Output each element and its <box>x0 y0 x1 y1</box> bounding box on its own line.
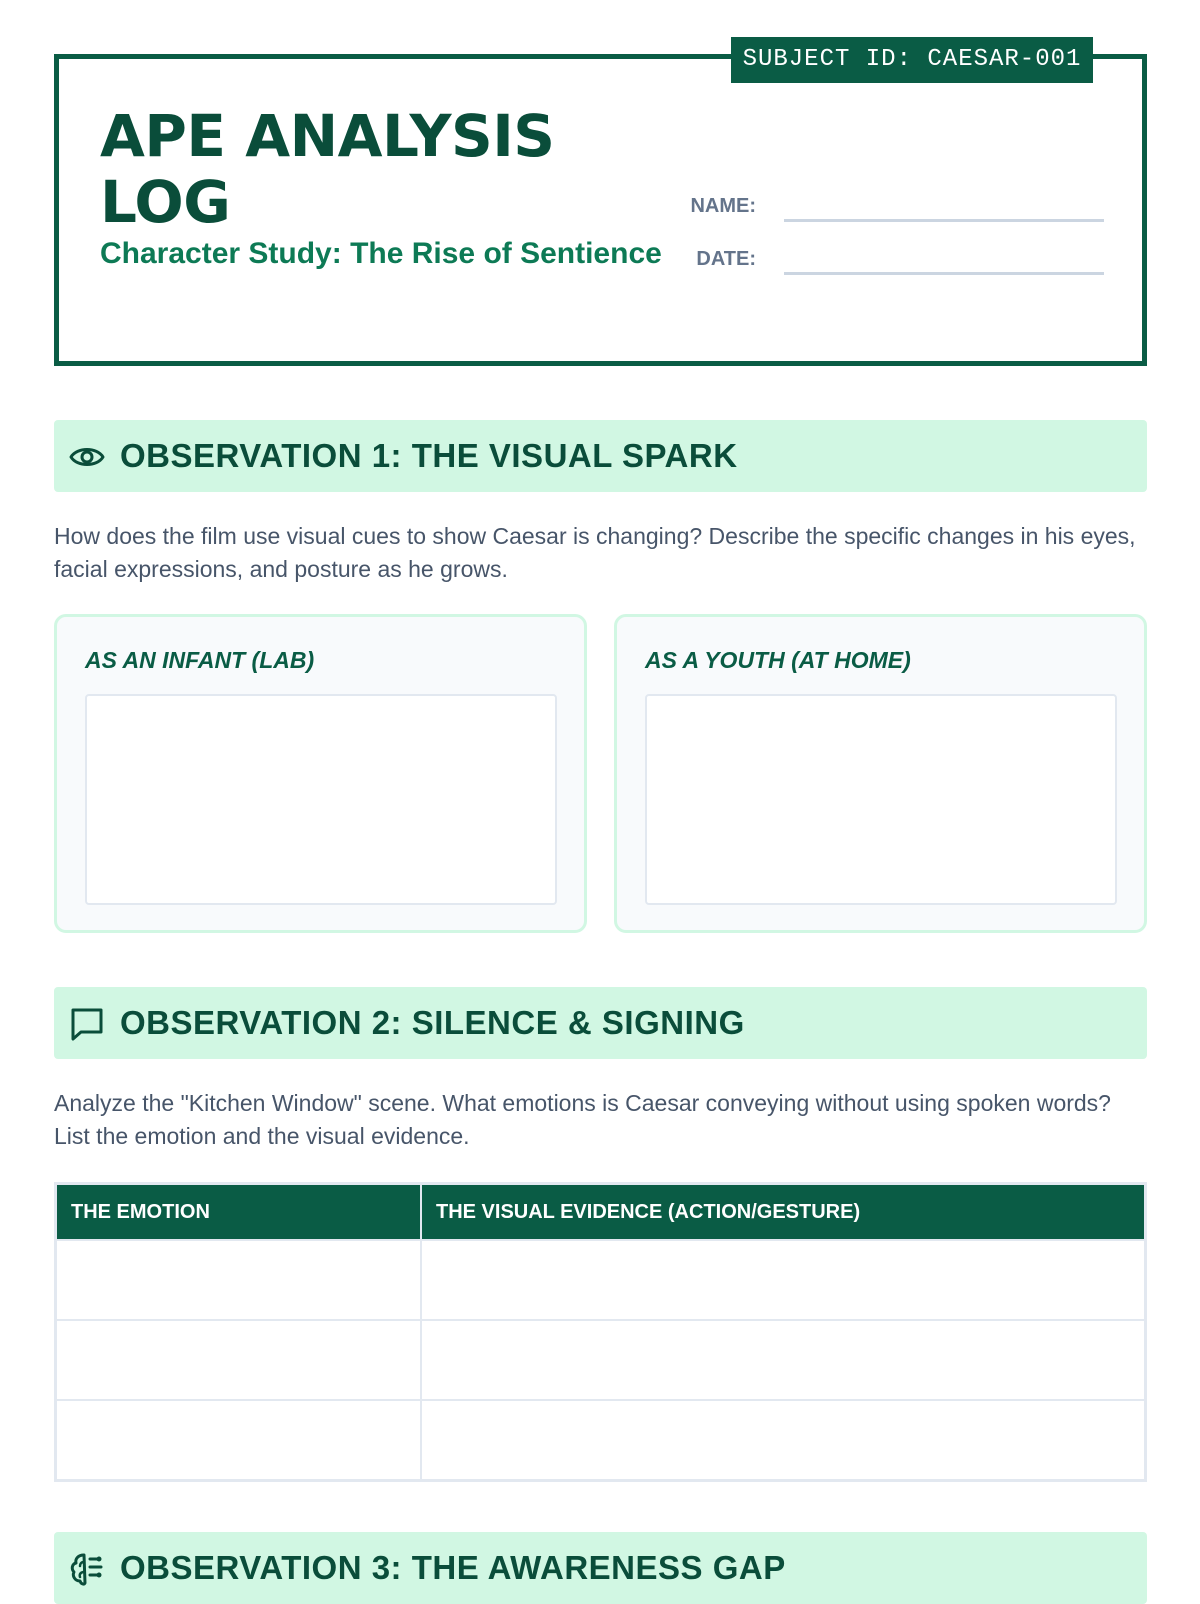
date-field[interactable] <box>784 272 1104 275</box>
table-row <box>56 1400 1146 1481</box>
section-3-title: OBSERVATION 3: THE AWARENESS GAP <box>120 1549 786 1586</box>
subject-id-tag: SUBJECT ID: CAESAR-001 <box>731 37 1093 83</box>
date-label: DATE: <box>696 248 756 270</box>
page-title: APE ANALYSIS LOG <box>100 102 555 236</box>
youth-answer-box[interactable] <box>645 694 1117 905</box>
emotion-cell[interactable] <box>56 1320 422 1400</box>
section-2-header <box>54 987 1147 1059</box>
section-3-header <box>54 1532 1147 1604</box>
table-row <box>56 1240 1146 1320</box>
section-2-title: OBSERVATION 2: SILENCE & SIGNING <box>120 1004 745 1041</box>
youth-card <box>614 614 1147 933</box>
section-1-header <box>54 420 1147 492</box>
infant-card <box>54 614 587 933</box>
speech-bubble-icon <box>68 1005 106 1043</box>
table-header-row <box>56 1184 1146 1241</box>
infant-answer-box[interactable] <box>85 694 557 905</box>
page-subtitle: Character Study: The Rise of Sentience <box>100 237 662 270</box>
youth-card-title: AS A YOUTH (AT HOME) <box>645 647 911 673</box>
emotion-evidence-table <box>54 1182 1147 1482</box>
column-header-evidence: THE VISUAL EVIDENCE (ACTION/GESTURE) <box>421 1184 1146 1241</box>
emotion-cell[interactable] <box>56 1400 422 1481</box>
section-1-title: OBSERVATION 1: THE VISUAL SPARK <box>120 437 738 474</box>
name-field[interactable] <box>784 219 1104 222</box>
section-2-prompt: Analyze the "Kitchen Window" scene. What emotions is Caesar conveying without using spoken words? List the emotion and the visual evidence. <box>54 1090 1111 1149</box>
header-box <box>54 46 1147 366</box>
eye-icon <box>68 438 106 476</box>
infant-card-title: AS AN INFANT (LAB) <box>85 647 315 673</box>
evidence-cell[interactable] <box>421 1320 1146 1400</box>
evidence-cell[interactable] <box>421 1400 1146 1481</box>
name-label: NAME: <box>690 195 756 217</box>
table-row <box>56 1320 1146 1400</box>
brain-icon <box>68 1550 106 1588</box>
section-1-prompt: How does the film use visual cues to show Caesar is changing? Describe the specific changes in his eyes, facial expressions, and posture as he grows. <box>54 523 1136 582</box>
column-header-emotion: THE EMOTION <box>56 1184 422 1241</box>
emotion-cell[interactable] <box>56 1240 422 1320</box>
evidence-cell[interactable] <box>421 1240 1146 1320</box>
